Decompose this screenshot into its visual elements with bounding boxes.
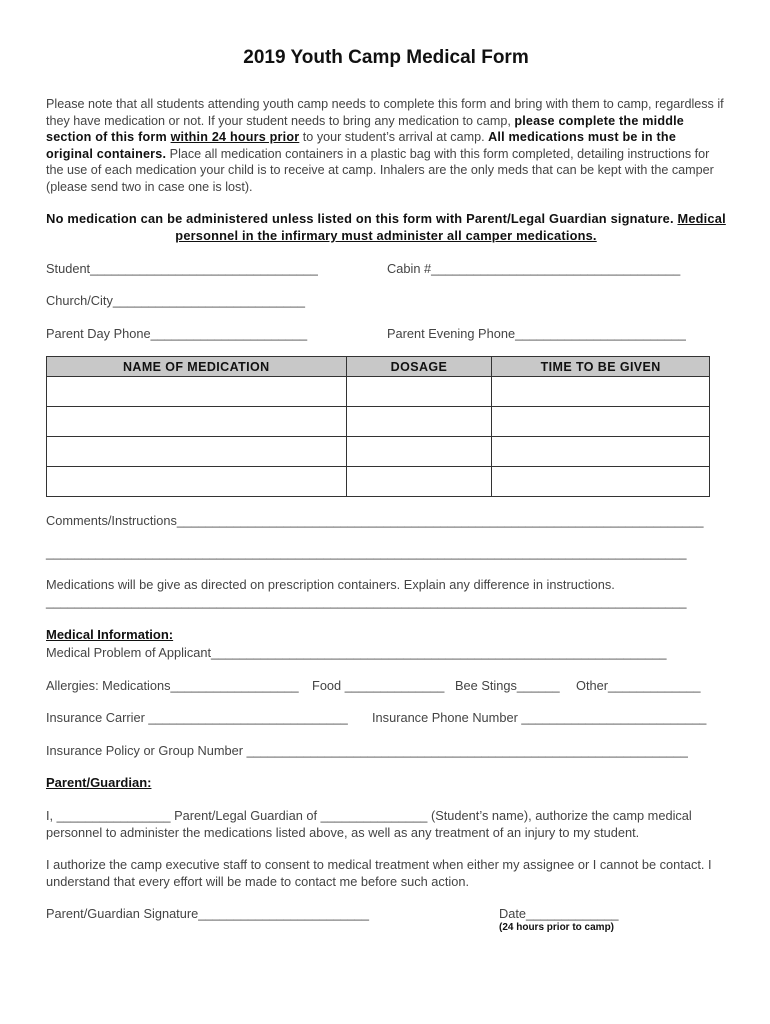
allergies-bee-stings-field[interactable]: Bee Stings______ — [455, 678, 560, 693]
cabin-field[interactable]: Cabin #___________________________________ — [387, 261, 681, 276]
time-cell[interactable] — [492, 437, 710, 467]
dosage-cell[interactable] — [346, 467, 492, 497]
authorization-paragraph-1[interactable]: I, ________________ Parent/Legal Guardian of _______________ (Student’s name), authorize the camp medical personnel to administer the medications listed above, as well as any treatment of an injury to my student. — [46, 808, 692, 840]
date-note: (24 hours prior to camp) — [499, 922, 615, 933]
authorization-paragraph-2: I authorize the camp executive staff to consent to medical treatment when either my assignee or I cannot be contact. I understand that every effort will be made to contact me before such action. — [46, 857, 712, 889]
parent-evening-phone-field[interactable]: Parent Evening Phone________________________ — [387, 326, 686, 341]
intro-bold-underline: within 24 hours prior — [170, 130, 300, 145]
church-city-field[interactable]: Church/City___________________________ — [46, 293, 306, 308]
dosage-cell[interactable] — [346, 377, 492, 407]
dosage-cell[interactable] — [346, 407, 492, 437]
comments-field-line-2[interactable]: __________________________________________________________________________________________ — [46, 545, 687, 560]
student-field[interactable]: Student________________________________ — [46, 261, 318, 276]
time-cell[interactable] — [492, 467, 710, 497]
intro-text-2: to your student’s arrival at camp. — [299, 130, 489, 145]
intro-bold-2: All medications must be in the original containers. — [46, 130, 677, 161]
parent-guardian-heading: Parent/Guardian: — [46, 775, 152, 790]
medications-difference-field[interactable]: __________________________________________________________________________________________ — [46, 594, 687, 609]
medication-name-cell[interactable] — [47, 467, 347, 497]
allergies-medications-field[interactable]: Allergies: Medications__________________ — [46, 678, 299, 693]
table-row — [47, 377, 710, 407]
comments-field[interactable]: Comments/Instructions__________________________________________________________________________ — [46, 513, 704, 528]
warning-notice — [46, 210, 726, 244]
warning-part-1: No medication can be administered unless listed on this form with Parent/Legal Guardian signature. — [46, 211, 678, 226]
table-row — [47, 407, 710, 437]
header-time: TIME TO BE GIVEN — [492, 357, 710, 377]
date-field[interactable]: Date_____________ — [499, 906, 619, 921]
insurance-phone-field[interactable]: Insurance Phone Number __________________________ — [372, 710, 707, 725]
time-cell[interactable] — [492, 407, 710, 437]
medication-name-cell[interactable] — [47, 377, 347, 407]
insurance-carrier-field[interactable]: Insurance Carrier ____________________________ — [46, 710, 348, 725]
medication-table — [46, 356, 710, 497]
allergies-other-field[interactable]: Other_____________ — [576, 678, 701, 693]
header-dosage: DOSAGE — [346, 357, 492, 377]
medication-name-cell[interactable] — [47, 407, 347, 437]
time-cell[interactable] — [492, 377, 710, 407]
dosage-cell[interactable] — [346, 437, 492, 467]
medical-problem-field[interactable]: Medical Problem of Applicant________________________________________________________________ — [46, 645, 667, 660]
medical-information-heading: Medical Information: — [46, 627, 174, 642]
guardian-signature-field[interactable]: Parent/Guardian Signature________________________ — [46, 906, 370, 921]
allergies-food-field[interactable]: Food ______________ — [312, 678, 445, 693]
page-title: 2019 Youth Camp Medical Form — [243, 47, 529, 68]
insurance-policy-field[interactable]: Insurance Policy or Group Number ______________________________________________________________ — [46, 743, 688, 758]
intro-text-3: Place all medication containers in a plastic bag with this form completed, detailing instructions for the use of each medication your child is to receive at camp. Inhalers are the only meds that can be kept with the camper (please send two in case one is lost). — [46, 146, 714, 194]
warning-part-2: Medical personnel in the infirmary must administer all camper medications. — [175, 211, 726, 243]
medication-name-cell[interactable] — [47, 437, 347, 467]
header-medication-name: NAME OF MEDICATION — [47, 357, 347, 377]
parent-day-phone-field[interactable]: Parent Day Phone______________________ — [46, 326, 308, 341]
intro-paragraph — [46, 96, 724, 196]
medication-table-header — [47, 357, 710, 377]
medications-note: Medications will be give as directed on prescription containers. Explain any difference in instructions. — [46, 577, 615, 592]
table-row — [47, 437, 710, 467]
intro-bold-1: please complete the middle section of this form within 24 hours prior — [46, 113, 685, 145]
intro-text-1: Please note that all students attending youth camp needs to complete this form and bring with them to camp, regardless if they have medication or not. If your student needs to bring any medication to camp, — [46, 97, 724, 128]
table-row — [47, 467, 710, 497]
